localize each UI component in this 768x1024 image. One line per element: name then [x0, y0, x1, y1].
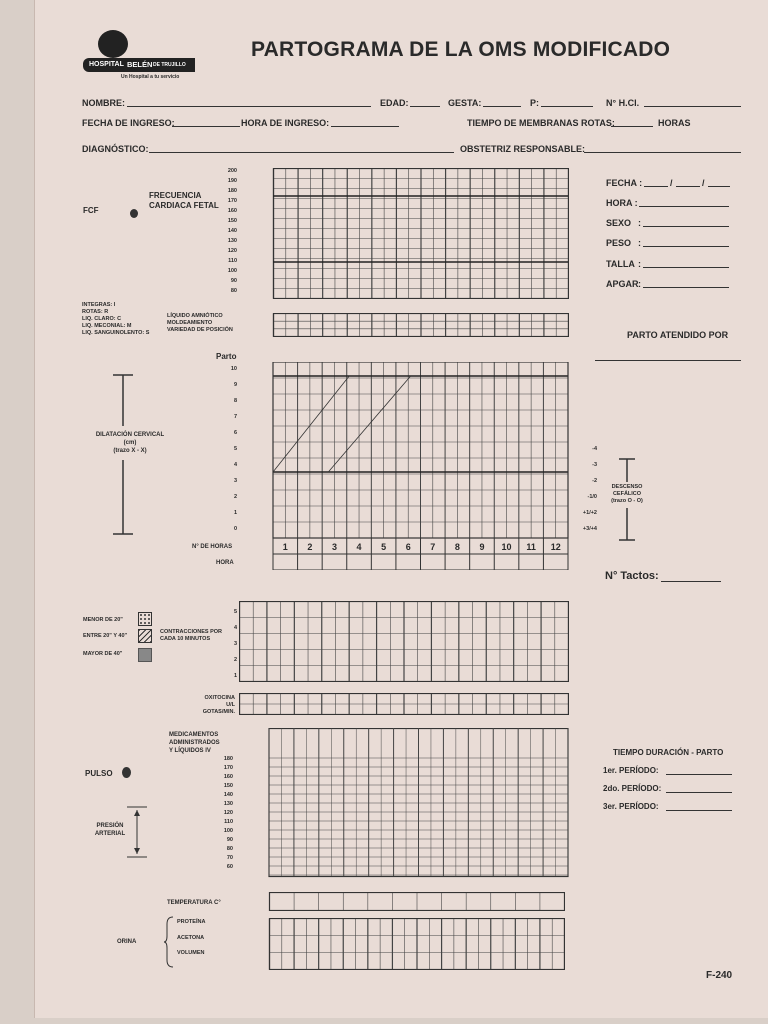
code-line: LIQ. SANGUINOLENTO: S: [82, 330, 150, 336]
amnio-codes: [82, 302, 149, 337]
medicamentos-label-2: ADMINISTRADOS: [169, 740, 220, 746]
pulso-label: PULSO: [85, 769, 113, 778]
descenso-label-3: (trazo O - O): [611, 498, 643, 504]
temperatura-grid[interactable]: [235, 892, 565, 911]
code-line: LIQ. CLARO: C: [82, 316, 122, 322]
orina-grid[interactable]: [235, 918, 565, 970]
presion-label: [90, 822, 130, 838]
descenso-scale: [571, 446, 597, 542]
p-field[interactable]: [541, 106, 593, 107]
dilatacion-label: [85, 431, 175, 455]
fcf-tick: 160: [227, 208, 237, 214]
rn-sexo-label: SEXO: [606, 218, 632, 228]
fcf-tick: 170: [227, 198, 237, 204]
dil-tick: 6: [233, 430, 237, 436]
logo-hospital-text: HOSPITAL: [89, 61, 124, 68]
dil-tick: 7: [233, 414, 237, 420]
hcl-field[interactable]: [644, 106, 741, 107]
hora-ingreso-field[interactable]: [331, 126, 399, 127]
hour-number: 7: [430, 542, 436, 552]
dil-tick: 8: [233, 398, 237, 404]
rn-fecha-label: FECHA :: [606, 178, 643, 188]
tactos-label: N° Tactos:: [605, 570, 659, 582]
edad-label: EDAD:: [380, 98, 409, 108]
logo-belen-text: BELÉN: [127, 60, 153, 69]
fcf-tick: 190: [227, 178, 237, 184]
periodo-2-field[interactable]: [666, 792, 732, 793]
fcf-grid[interactable]: [239, 168, 569, 299]
hour-number: 5: [381, 542, 387, 552]
descenso-label: [601, 484, 653, 505]
medicamentos-label-1: MEDICAMENTOS: [169, 732, 219, 738]
contracciones-grid[interactable]: [239, 601, 569, 682]
periodo-3-label: 3er. PERÍODO:: [603, 802, 659, 811]
colon: :: [638, 279, 641, 289]
hospital-logo: [83, 30, 195, 86]
hcl-label: N° H.Cl.: [606, 98, 640, 108]
fcf-tick: 80: [230, 288, 237, 294]
rn-sexo-field[interactable]: [643, 226, 729, 227]
fcf-tick: 120: [227, 248, 237, 254]
logo-city-text: DE TRUJILLO: [153, 62, 186, 68]
pulso-tick: 90: [226, 837, 233, 843]
hatched-pattern-icon: [138, 629, 152, 643]
code-line: ROTAS: R: [82, 309, 109, 315]
hour-number: 4: [356, 542, 362, 552]
fecha-ingreso-field[interactable]: [172, 126, 240, 127]
fcf-tick: 140: [227, 228, 237, 234]
periodo-2-label: 2do. PERÍODO:: [603, 784, 662, 793]
hour-number: 2: [307, 542, 313, 552]
horas-row-label: N° DE HORAS: [192, 544, 233, 550]
dil-tick: 3: [233, 478, 237, 484]
orina-label: ORINA: [117, 939, 137, 945]
amnio-row-label: MOLDEAMIENTO: [167, 320, 213, 326]
orina-acetona: ACETONA: [177, 935, 205, 941]
contracciones-label-1: CONTRACCIONES POR: [160, 629, 223, 635]
dilatacion-label-3: (trazo X - X): [113, 448, 147, 454]
dil-tick: 10: [230, 366, 237, 372]
legend-menor-20: MENOR DE 20": [83, 617, 123, 623]
p-label: P:: [530, 98, 539, 108]
fcf-desc-2: CARDIACA FETAL: [149, 201, 219, 210]
medicamentos-label-3: Y LÍQUIDOS IV: [169, 748, 211, 754]
descenso-label-2: CEFÁLICO: [612, 491, 642, 497]
contr-tick: 1: [233, 673, 237, 679]
rn-fecha-yy[interactable]: [708, 186, 730, 187]
dotted-pattern-icon: [138, 612, 152, 626]
rn-apgar-field[interactable]: [643, 287, 729, 288]
parto-atendido-label: PARTO ATENDIDO POR: [627, 330, 729, 340]
diagnostico-label: DIAGNÓSTICO:: [82, 144, 149, 154]
fcf-tick: 200: [227, 168, 237, 174]
contr-tick: 5: [233, 609, 237, 615]
presion-label-2: ARTERIAL: [94, 831, 126, 837]
orina-proteina: PROTEÍNA: [177, 919, 206, 925]
colon: :: [638, 259, 641, 269]
code-line: LIQ. MECONIAL: M: [82, 323, 132, 329]
descenso-tick: +1/+2: [582, 510, 597, 516]
dilatacion-label-2: (cm): [123, 440, 137, 446]
diagnostico-field[interactable]: [149, 152, 454, 153]
periodo-1-label: 1er. PERÍODO:: [603, 766, 659, 775]
hour-number: 9: [479, 542, 485, 552]
rn-talla-label: TALLA: [606, 259, 635, 269]
rn-talla-field[interactable]: [643, 267, 729, 268]
periodo-1-field[interactable]: [666, 774, 732, 775]
obstetriz-label: OBSTETRIZ RESPONSABLE:: [460, 144, 586, 154]
hour-number: 3: [331, 542, 337, 552]
membranas-field[interactable]: [611, 126, 653, 127]
hour-number: 12: [550, 542, 561, 552]
hora-row-label: HORA: [216, 560, 234, 566]
hour-number: 8: [454, 542, 460, 552]
pulso-tick: 70: [226, 855, 233, 861]
dilatacion-grid[interactable]: [239, 362, 569, 570]
descenso-tick: -2: [592, 478, 597, 484]
dil-tick: 0: [233, 526, 237, 532]
parto-atendido-field[interactable]: [595, 360, 741, 361]
hour-number: 10: [501, 542, 512, 552]
periodo-3-field[interactable]: [666, 810, 732, 811]
pulso-tick: 180: [223, 756, 233, 762]
pulso-tick: 120: [223, 810, 233, 816]
nombre-label: NOMBRE:: [82, 98, 125, 108]
fcf-label: FCF: [83, 206, 99, 215]
dilatacion-label-1: DILATACIÓN CERVICAL: [95, 432, 165, 438]
gesta-field[interactable]: [483, 106, 521, 107]
pulso-scale: [211, 756, 233, 878]
medicamentos-label: [169, 731, 220, 755]
orina-volumen: VOLUMEN: [177, 950, 205, 956]
contracciones-label: [160, 629, 222, 643]
contracciones-scale: [225, 609, 237, 681]
pulso-tick: 110: [224, 819, 233, 825]
form-code: F-240: [706, 970, 733, 981]
medicamentos-pulso-grid[interactable]: [235, 728, 569, 878]
pulso-marker-icon: [122, 767, 131, 778]
descenso-tick: +3/+4: [582, 526, 597, 532]
colon: :: [638, 218, 641, 228]
edad-field[interactable]: [410, 106, 440, 107]
dil-tick: 2: [233, 494, 237, 500]
fcf-tick: 110: [228, 258, 237, 264]
descenso-tick: -3: [592, 462, 597, 468]
hour-number: 1: [282, 542, 288, 552]
dil-tick: 9: [233, 382, 237, 388]
pulso-tick: 170: [223, 765, 233, 771]
action-line: [328, 376, 410, 472]
nombre-field[interactable]: [127, 106, 371, 107]
pulso-tick: 100: [223, 828, 233, 834]
descenso-label-1: DESCENSO: [611, 484, 643, 490]
rn-peso-field[interactable]: [643, 246, 729, 247]
hour-number: 6: [405, 542, 411, 552]
gesta-label: GESTA:: [448, 98, 482, 108]
temperatura-label: TEMPERATURA C°: [167, 900, 221, 906]
dilatacion-bracket: [111, 374, 135, 536]
solid-pattern-icon: [138, 648, 152, 662]
tactos-field[interactable]: [661, 581, 721, 582]
code-line: INTEGRAS: I: [82, 302, 116, 308]
fcf-tick: 180: [227, 188, 237, 194]
dil-tick: 4: [233, 462, 237, 468]
rn-apgar-label: APGAR: [606, 279, 639, 289]
fcf-tick: 130: [227, 238, 237, 244]
amnio-row-labels: [167, 313, 233, 334]
rn-fecha-dd[interactable]: [644, 186, 668, 187]
legend-entre-20-40: ENTRE 20" Y 40": [83, 633, 128, 639]
hour-number: 11: [526, 542, 536, 552]
date-slash: /: [670, 178, 673, 188]
alert-line: [273, 376, 349, 472]
pulso-tick: 150: [223, 783, 233, 789]
colon: :: [638, 238, 641, 248]
rn-hora-label: HORA :: [606, 198, 638, 208]
fcf-tick: 100: [227, 268, 237, 274]
dil-tick: 1: [233, 510, 237, 516]
amnio-row-label: LÍQUIDO AMNIÓTICO: [167, 313, 223, 319]
dil-tick: 5: [233, 446, 237, 452]
rn-peso-label: PESO: [606, 238, 632, 248]
pulso-tick: 80: [226, 846, 233, 852]
fcf-tick: 150: [227, 218, 237, 224]
fcf-desc-1: FRECUENCIA: [149, 191, 202, 200]
rn-fecha-mm[interactable]: [676, 186, 700, 187]
contr-tick: 3: [233, 641, 237, 647]
oxitocina-grid[interactable]: [239, 693, 569, 715]
duracion-title: TIEMPO DURACIÓN - PARTO: [613, 748, 724, 757]
oxitocina-labels: [195, 695, 235, 716]
logo-emblem-icon: [98, 30, 128, 58]
hora-ingreso-label: HORA DE INGRESO:: [241, 118, 330, 128]
amnio-row-label: VARIEDAD DE POSICIÓN: [167, 327, 233, 333]
pulso-tick: 140: [223, 792, 233, 798]
contracciones-label-2: CADA 10 MINUTOS: [160, 636, 211, 642]
fcf-marker-icon: [130, 209, 138, 218]
parto-label: Parto: [216, 352, 237, 361]
dilatacion-scale: [221, 366, 237, 536]
obstetriz-field[interactable]: [584, 152, 741, 153]
pulso-tick: 160: [223, 774, 233, 780]
orina-brace: [163, 916, 175, 968]
presion-label-1: PRESIÓN: [96, 823, 124, 829]
contr-tick: 4: [233, 625, 237, 631]
amnio-grid[interactable]: [239, 313, 569, 337]
fcf-tick: 90: [230, 278, 237, 284]
oxitocina-label: OXITOCINA U/L: [204, 695, 235, 708]
descenso-tick: -1/0: [587, 494, 597, 500]
horas-label: HORAS: [658, 118, 691, 128]
date-slash: /: [702, 178, 705, 188]
fecha-ingreso-label: FECHA DE INGRESO:: [82, 118, 175, 128]
logo-slogan: Un Hospital a tu servicio: [121, 74, 180, 80]
membranas-label: TIEMPO DE MEMBRANAS ROTAS:: [467, 118, 615, 128]
pulso-tick: 130: [223, 801, 233, 807]
fcf-scale: [215, 168, 237, 298]
gotas-label: GOTAS/MIN.: [202, 709, 235, 715]
legend-mayor-40: MAYOR DE 40": [83, 651, 123, 657]
partograma-sheet: [34, 0, 768, 1018]
contr-tick: 2: [233, 657, 237, 663]
descenso-tick: -4: [592, 446, 597, 452]
pulso-tick: 60: [226, 864, 233, 870]
page-title: PARTOGRAMA DE LA OMS MODIFICADO: [251, 38, 671, 61]
rn-hora-field[interactable]: [639, 206, 729, 207]
